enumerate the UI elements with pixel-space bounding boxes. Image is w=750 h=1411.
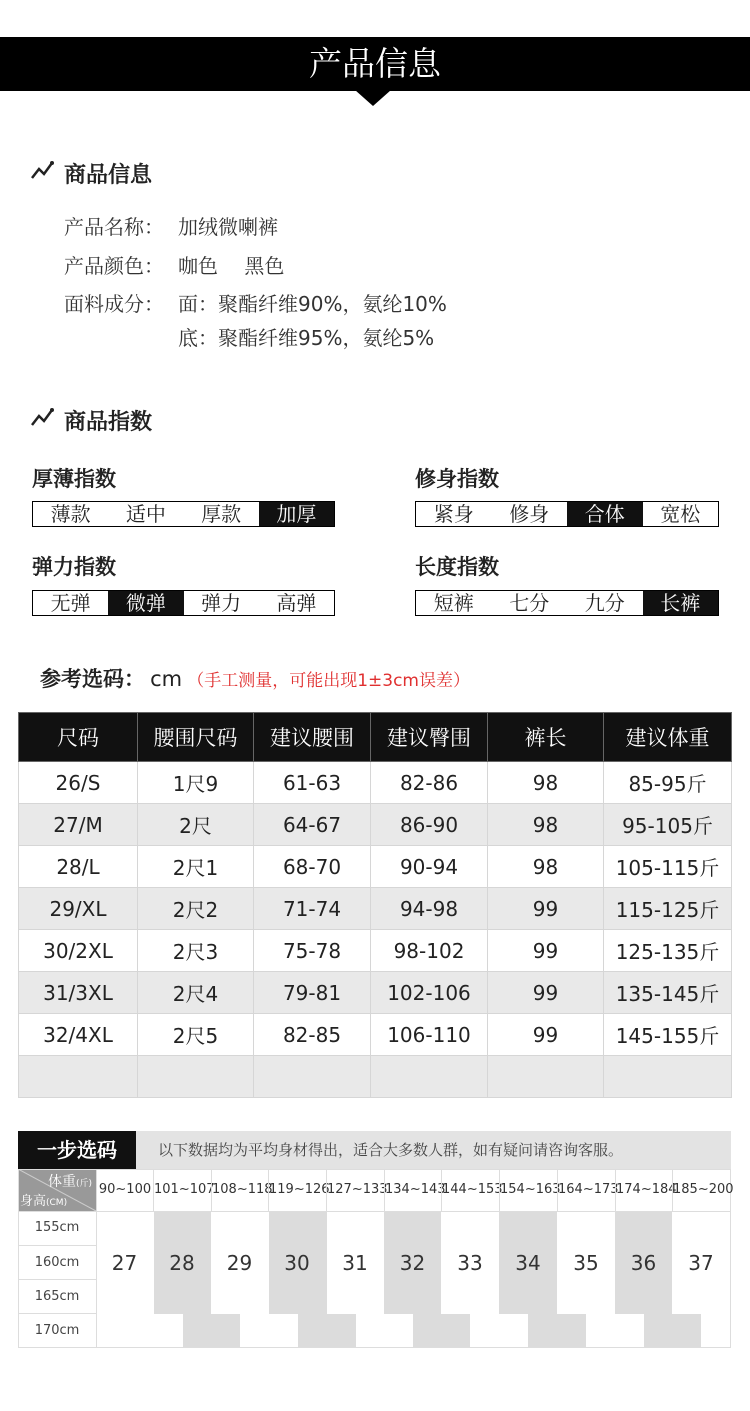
weight-column-header: 185~200 [672, 1169, 730, 1211]
size-number: 33 [457, 1251, 483, 1275]
size-number: 29 [226, 1251, 253, 1275]
table-cell: 26/S [19, 762, 138, 804]
index-option: 紧身 [433, 502, 474, 526]
table-cell: 75-78 [254, 930, 371, 972]
table-cell: 29/XL [19, 888, 138, 930]
table-cell: 2尺1 [138, 846, 254, 888]
table-cell: 115-125斤 [604, 888, 732, 930]
table-cell: 79-81 [254, 972, 371, 1014]
size-number: 27 [111, 1251, 138, 1275]
index-option: 高弹 [276, 591, 317, 615]
column-header: 建议腰围 [254, 713, 371, 762]
color-value: 咖色 黑色 [178, 254, 285, 278]
product-info-heading: 商品信息 [64, 163, 153, 188]
table-cell: 2尺3 [138, 930, 254, 972]
table-row [19, 888, 732, 930]
weight-column-header: 154~163 [499, 1169, 557, 1211]
size-table-header [19, 713, 732, 762]
thickness-index-bar [32, 501, 335, 527]
weight-column-header: 174~184 [615, 1169, 672, 1211]
corner-height-unit: (CM) [46, 1198, 68, 1208]
table-row [19, 804, 732, 846]
indexes-heading: 商品指数 [64, 410, 153, 435]
name-value: 加绒微喇裤 [178, 215, 278, 239]
table-cell: 64-67 [254, 804, 371, 846]
table-cell: 135-145斤 [604, 972, 732, 1014]
column-header: 建议臀围 [371, 713, 488, 762]
stretch-index-title: 弹力指数 [32, 555, 116, 579]
table-cell: 68-70 [254, 846, 371, 888]
table-cell: 2尺2 [138, 888, 254, 930]
table-cell: 71-74 [254, 888, 371, 930]
name-label: 产品名称： [64, 215, 164, 239]
index-option: 弹力 [201, 591, 242, 615]
length-index-title: 长度指数 [415, 555, 499, 579]
weight-column-header: 127~133 [326, 1169, 384, 1211]
step-select-note: 以下数据均为平均身材得出，适合大多数人群，如有疑问请咨询客服。 [158, 1141, 624, 1159]
trend-icon [30, 160, 56, 182]
banner-notch [355, 90, 391, 106]
table-cell: 99 [488, 930, 604, 972]
table-cell: 30/2XL [19, 930, 138, 972]
index-option: 修身 [509, 502, 550, 526]
index-option-selected: 合体 [567, 502, 643, 526]
fabric-label: 面料成分： [64, 292, 164, 316]
banner-title: 产品信息 [309, 44, 441, 83]
size-number: 32 [399, 1251, 426, 1275]
table-row [19, 846, 732, 888]
table-cell: 2尺 [138, 804, 254, 846]
column-header: 建议体重 [604, 713, 732, 762]
step-select-tag: 一步选码 [18, 1131, 136, 1169]
stretch-index-bar [32, 590, 335, 616]
table-cell: 2尺5 [138, 1014, 254, 1056]
fabric-line-2: 底：聚酯纤维95%，氨纶5% [178, 326, 435, 350]
table-cell: 82-85 [254, 1014, 371, 1056]
weight-column-header: 90~100 [96, 1169, 153, 1211]
table-cell: 86-90 [371, 804, 488, 846]
weight-column-header: 164~173 [557, 1169, 615, 1211]
length-index-bar [415, 590, 719, 616]
table-row [19, 762, 732, 804]
index-option: 厚款 [201, 502, 242, 526]
table-row [19, 972, 732, 1014]
table-cell: 82-86 [371, 762, 488, 804]
trend-icon [30, 407, 56, 429]
fit-index-title: 修身指数 [415, 467, 499, 491]
size-number: 30 [284, 1251, 310, 1275]
reference-line [40, 663, 470, 693]
reference-label: 参考选码： [40, 667, 145, 691]
table-cell: 145-155斤 [604, 1014, 732, 1056]
height-row-label: 165cm [18, 1279, 96, 1313]
thickness-index-title: 厚薄指数 [32, 467, 116, 491]
index-option: 七分 [509, 591, 550, 615]
index-option: 九分 [584, 591, 625, 615]
table-row [19, 1014, 732, 1056]
index-option-selected: 加厚 [259, 502, 334, 526]
weight-column-header: 101~107 [153, 1169, 211, 1211]
table-cell: 99 [488, 1014, 604, 1056]
fit-index-bar [415, 501, 719, 527]
table-cell: 32/4XL [19, 1014, 138, 1056]
table-row-empty [19, 1056, 732, 1098]
table-cell: 95-105斤 [604, 804, 732, 846]
step-select-panel [18, 1131, 734, 1348]
reference-note: （手工测量，可能出现1±3cm误差） [187, 671, 470, 691]
index-option: 适中 [125, 502, 166, 526]
index-option: 无弹 [50, 591, 91, 615]
weight-column-header: 144~153 [441, 1169, 499, 1211]
index-option: 薄款 [50, 502, 91, 526]
column-header: 腰围尺码 [138, 713, 254, 762]
height-row-label: 155cm [34, 1220, 80, 1235]
size-number: 36 [630, 1251, 657, 1275]
table-cell: 94-98 [371, 888, 488, 930]
table-cell: 106-110 [371, 1014, 488, 1056]
table-cell: 90-94 [371, 846, 488, 888]
index-option-selected: 长裤 [643, 591, 719, 615]
reference-unit: cm [150, 667, 183, 691]
index-option: 短裤 [433, 591, 474, 615]
section-heading-product-info [64, 158, 152, 189]
table-cell: 2尺4 [138, 972, 254, 1014]
table-cell: 99 [488, 972, 604, 1014]
table-cell: 99 [488, 888, 604, 930]
corner-height-label: 身高 [20, 1194, 47, 1209]
table-cell: 1尺9 [138, 762, 254, 804]
table-cell: 98 [488, 762, 604, 804]
corner-weight-unit: (斤) [75, 1179, 92, 1189]
height-row-label: 170cm [18, 1313, 96, 1347]
table-cell: 125-135斤 [604, 930, 732, 972]
height-row-label: 160cm [18, 1245, 96, 1279]
weight-column-header: 134~143 [384, 1169, 441, 1211]
section-heading-indexes [64, 405, 152, 436]
weight-column-header: 108~118 [211, 1169, 268, 1211]
table-cell: 98 [488, 804, 604, 846]
table-cell: 31/3XL [19, 972, 138, 1014]
corner-weight-label: 体重 [47, 1174, 76, 1190]
table-row [19, 930, 732, 972]
table-cell: 98 [488, 846, 604, 888]
size-table [18, 712, 732, 1098]
table-cell: 61-63 [254, 762, 371, 804]
table-cell: 102-106 [371, 972, 488, 1014]
size-number: 31 [342, 1251, 368, 1275]
index-option-selected: 微弹 [108, 591, 183, 615]
table-cell: 27/M [19, 804, 138, 846]
table-cell: 105-115斤 [604, 846, 732, 888]
size-number: 37 [688, 1251, 714, 1275]
size-number: 35 [573, 1251, 599, 1275]
size-number: 34 [515, 1251, 541, 1275]
table-cell: 98-102 [371, 930, 488, 972]
size-number: 28 [169, 1251, 195, 1275]
column-header: 尺码 [19, 713, 138, 762]
weight-column-header: 119~126 [268, 1169, 326, 1211]
fabric-line-1: 面：聚酯纤维90%，氨纶10% [178, 292, 447, 316]
column-header: 裤长 [488, 713, 604, 762]
index-option: 宽松 [660, 502, 701, 526]
table-cell: 85-95斤 [604, 762, 732, 804]
color-label: 产品颜色： [64, 254, 164, 278]
table-cell: 28/L [19, 846, 138, 888]
